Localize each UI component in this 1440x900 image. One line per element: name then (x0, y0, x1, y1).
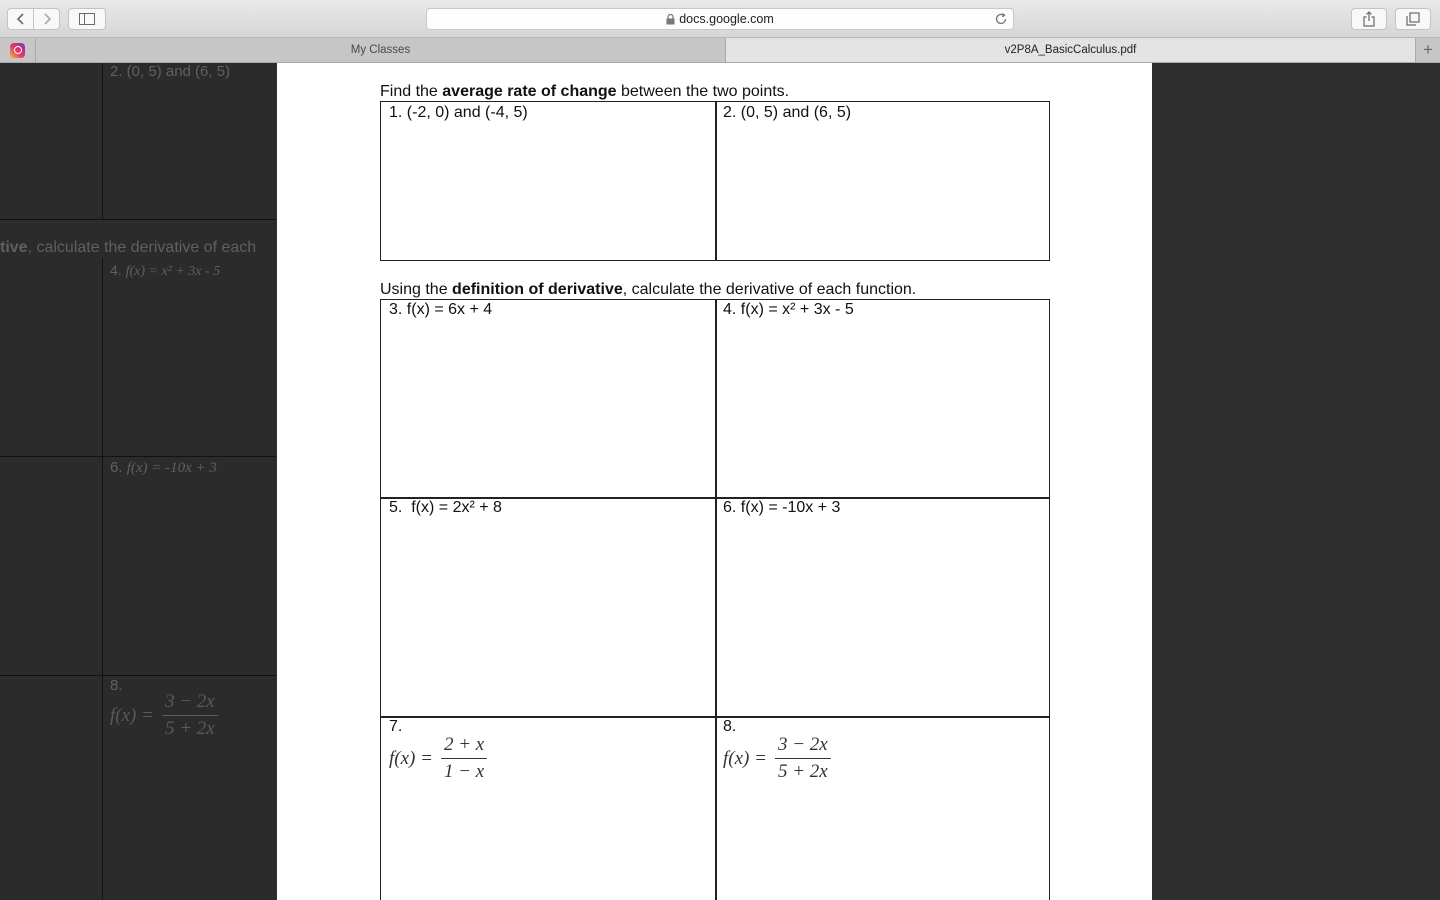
bg-item-6: 6. f(x) = -10x + 3 (110, 459, 217, 476)
divider (0, 456, 276, 457)
pinned-tab-instagram[interactable] (0, 38, 36, 62)
divider (0, 675, 276, 676)
problem-7-num: 7. (389, 718, 403, 735)
back-button[interactable] (7, 8, 34, 30)
section-1-heading: Find the average rate of change between the two points. (380, 83, 790, 100)
plus-icon: + (1423, 40, 1433, 59)
tab-my-classes[interactable] (36, 38, 726, 62)
problem-8-formula: f(x) = $\frac{3 - 2x}{5 + 2x}$ (723, 734, 831, 783)
problem-7-formula: f(x) = $\frac{2 + x}{1 - x}$ (389, 734, 487, 783)
heading-bold: average rate of change (442, 83, 617, 100)
background-page (0, 63, 276, 900)
divider (0, 219, 276, 220)
rate-of-change-grid (380, 101, 1050, 261)
pdf-page (277, 63, 1152, 900)
problem-5: 5. f(x) = 2x² + 8 (389, 499, 502, 516)
forward-button[interactable] (33, 8, 60, 30)
lock-icon (666, 14, 675, 25)
address-bar[interactable] (426, 8, 1014, 30)
new-tab-button[interactable] (1415, 38, 1440, 62)
bg-heading-bold: tive (0, 239, 28, 256)
divider (381, 716, 1049, 718)
section-2-heading: Using the definition of derivative, calculate the derivative of each function. (380, 281, 917, 298)
problem-6: 6. f(x) = -10x + 3 (723, 499, 841, 516)
tab-label: v2P8A_BasicCalculus.pdf (1004, 44, 1137, 56)
bg-item-8-formula: f(x) = $\frac{3 - 2x}{5 + 2x}$ (110, 691, 218, 740)
problem-8-num: 8. (723, 718, 737, 735)
problem-3: 3. f(x) = 6x + 4 (389, 301, 493, 318)
viewer-margin (1152, 63, 1440, 900)
sidebar-toggle-button[interactable] (68, 8, 106, 30)
problem-2: 2. (0, 5) and (6, 5) (723, 104, 852, 121)
heading-bold: definition of derivative (452, 281, 623, 298)
tab-label: My Classes (350, 44, 411, 56)
reload-icon[interactable] (994, 12, 1008, 26)
tab-basic-calculus-pdf[interactable] (726, 38, 1415, 62)
bg-heading (0, 239, 256, 257)
tab-bar (0, 38, 1440, 63)
chevron-left-icon (16, 13, 26, 25)
address-url: docs.google.com (679, 12, 774, 26)
divider (715, 300, 717, 900)
divider (102, 258, 103, 900)
sidebar-icon (79, 13, 95, 25)
problem-4: 4. f(x) = x² + 3x - 5 (723, 301, 854, 318)
share-icon (1362, 11, 1376, 27)
pdf-viewer[interactable] (0, 63, 1440, 900)
bg-heading-text: , calculate the derivative of each (27, 239, 257, 256)
instagram-icon (10, 43, 25, 58)
share-button[interactable] (1351, 8, 1387, 30)
problem-1: 1. (-2, 0) and (-4, 5) (389, 104, 528, 121)
divider (715, 102, 717, 260)
chevron-right-icon (42, 13, 52, 25)
derivative-grid (380, 299, 1050, 900)
show-tabs-button[interactable] (1395, 8, 1431, 30)
divider (102, 63, 103, 219)
browser-toolbar (0, 0, 1440, 38)
tabs-overview-icon (1406, 12, 1420, 26)
bg-item-8-num: 8. (110, 677, 123, 694)
bg-item-2: 2. (0, 5) and (6, 5) (110, 63, 231, 80)
bg-item-4: 4. f(x) = x² + 3x - 5 (110, 262, 221, 279)
